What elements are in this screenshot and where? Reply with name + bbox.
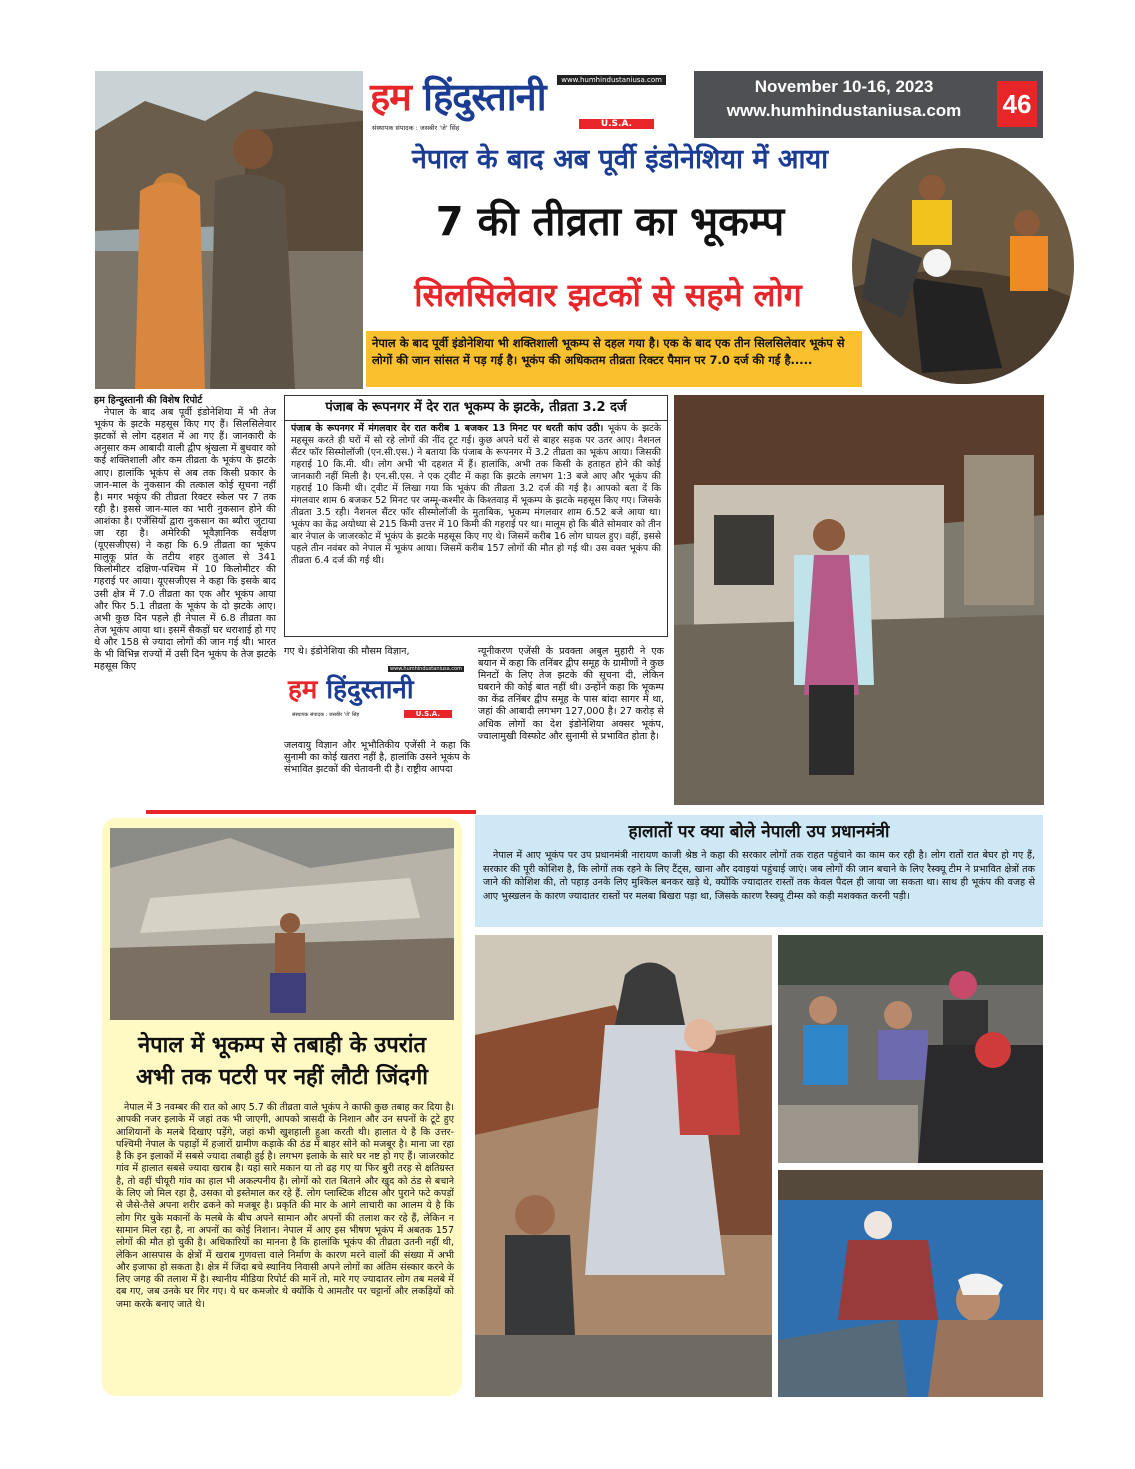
- deputy-pm-title: हालातों पर क्या बोले नेपाली उप प्रधानमंत्री: [628, 822, 890, 842]
- punjab-lead: पंजाब के रूपनगर में मंगलवार देर रात करीब 1 बजकर 13 मिनट पर धरती कांप उठी।: [291, 423, 604, 434]
- section-divider: [146, 810, 476, 814]
- nepal-headline: नेपाल में भूकम्प से तबाही के उपरांत अभी तक पटरी पर नहीं लौटी जिंदगी: [136, 1033, 428, 1090]
- photo-injured-family: [778, 935, 1043, 1163]
- byline: हम हिन्दुस्तानी की विशेष रिपोर्ट: [94, 395, 203, 406]
- inline-logo-usa: U.S.A.: [404, 710, 452, 718]
- logo-tagline: संस्थापक संपादक : जसबीर 'जे' सिंह: [372, 124, 460, 132]
- main-story-col1-text: नेपाल के बाद अब पूर्वी इंडोनेशिया में भी तेज भूकंप के झटके महसूस किए गए हैं। सिलसिलेवार झटकों से लोग दहशत में आ गए हैं। जानकारी के अनुसार कम आबादी वाली द्वीप श्रृंखला में बुधवार को कई शक्तिशाली और कम तीव्रता के भूकंप के झटके आए। हालांकि भूकंप से अब तक किसी प्रकार के जान-माल के नुकसान की तत्काल कोई सूचना नहीं है। मगर भकूंप की तीव्रता रिक्टर स्केल पर 7 तक रही है। इससे जान-माल का भारी नुकसान होने की आशंका है। एजेंसियों द्वारा नुकसान का ब्यौरा जुटाया जा रहा है। अमेरिकी भूवैज्ञानिक सर्वेक्षण (यूएसजीएस) ने कहा कि 6.9 तीव्रता का भूकंप मालुकू प्रांत के तटीय शहर तुआल से 341 किलोमीटर दक्षिण-पश्चिम में 10 किलोमीटर की गहराई पर आया। यूएसजीएस ने कहा कि इसके बाद उसी क्षेत्र में 7.0 तीव्रता का एक और भूकंप आया और फिर 5.1 तीव्रता के भूकंप के दो झटके आए। अभी कुछ दिन पहले ही नेपाल में 6.8 तीव्रता का तेज भूकंप आया था। इसमें सैकड़ों घर धराशाई हो गए थे और 158 से ज्यादा लोगों की जान गई थी। भारत के भी विभिन्न राज्यों में उसी दिन भूकंप के तेज झटके महसूस किए: [94, 407, 277, 673]
- header-website[interactable]: www.humhindustaniusa.com: [726, 101, 962, 120]
- punjab-body: भूकंप के झटके महसूस करते ही घरों में सो रहे लोगों की नींद टूट गई। कुछ अपने घरों से बाहर सड़क पर उतर आए। नैशनल सैंटर फॉर सिस्मोलॉजी (एन.सी.एस.) ने बताया कि पंजाब के रूपनगर में 3.2 तीव्रता का भूकंप आया। जिसकी गहराई 10 कि.मी. थी। लोग अभी भी दहशत में हैं। हालांकि, अभी तक किसी के हताहत होने की कोई जानकारी नहीं मिली है। एन.सी.एस. ने एक ट्वीट में कहा कि झटके लगभग 1:3 बजे आए और भूकंप की गहराई 10 किमी थी। ट्वीट में लिखा गया कि भूकंप की तीव्रता 3.2 दर्ज की गई है। आपको बता दें कि मंगलवार शाम 6 बजकर 52 मिनट पर जम्मू-कश्मीर के किश्तवाड़ में भूकम्प के झटके महसूस किए गए। जिसके तीव्रता 3.5 रही। नैशनल सैंटर फॉर सीस्मोलॉजी के मुताबिक, भूकम्प मंगलवार शाम 6.52 बजे आया था। भूकंप का केंद्र अयोध्या से 215 किमी उत्तर में 10 किमी की गहराई पर था। मालूम हो कि बीते सोमवार को तीन बार नेपाल के जाजरकोट में भूकंप के झटके महसूस किए गए थे। जिसमें करीब 16 लोग घायल हुए। वहीं, इससे पहले तीन नवंबर को नेपाल में भूकंप आया। जिसमें करीब 157 लोगों की मौत हो गई थी। उस वक्त भूकंप की तीव्रता 6.4 दर्ज की गई थी।: [291, 423, 661, 566]
- photo-couple-ruins: [95, 71, 363, 389]
- inline-logo: [288, 666, 468, 726]
- logo-text: [370, 74, 546, 119]
- photo-mother-child: [475, 935, 772, 1397]
- punjab-box: [284, 395, 668, 637]
- logo-hindustani: हिंदुस्तानी: [423, 74, 546, 119]
- main-story-col2b: जलवायु विज्ञान और भूभौतिकीय एजेंसी ने कहा कि सुनामी का कोई खतरा नहीं है, हालांकि उसने भूकंप के संभावित झटकों की चेतावनी दी है। राष्ट्रीय आपदा: [284, 740, 470, 776]
- headline-line3: सिलसिलेवार झटकों से सहमे लोग: [414, 276, 802, 314]
- inline-logo-url: www.humhindustaniusa.com: [390, 666, 462, 672]
- photo-injured-elderly: [778, 1170, 1043, 1397]
- page-number: 46: [997, 81, 1037, 127]
- main-story-col3: न्यूनीकरण एजेंसी के प्रवक्ता अबुल मुहारी ने एक बयान में कहा कि तनिंबर द्वीप समूह के ग्रामीणों ने कुछ मिनटों के लिए तेज झटके की सूचना दी, लेकिन घबराने की कोई बात नहीं थी। उन्होंने कहा कि भूकम्प का केंद्र तनिंबर द्वीप समूह के पास बांदा सागर में था, जहां की आबादी लगभग 127,000 है। 27 करोड़ से अधिक लोगों का देश इंडोनेशिया अक्सर भूकंप, ज्वालामुखी विस्फोट और सुनामी से प्रभावित होता है।: [478, 646, 664, 742]
- issue-date: November 10-16, 2023: [754, 77, 934, 96]
- inline-logo-hum: हम: [288, 675, 318, 705]
- header-bar: [694, 71, 1043, 138]
- photo-collapsed-building: [110, 828, 454, 1020]
- photo-rescue-workers: [852, 148, 1074, 384]
- inline-logo-tag: संस्थापक संपादक : जसबीर 'जे' सिंह: [292, 712, 360, 718]
- deputy-pm-box: [475, 815, 1043, 927]
- logo-url: www.humhindustaniusa.com: [557, 75, 666, 85]
- punjab-box-title: पंजाब के रूपनगर में देर रात भूकम्प के झटके, तीव्रता 3.2 दर्ज: [285, 396, 667, 421]
- masthead-logo[interactable]: [364, 71, 694, 138]
- deputy-pm-body: नेपाल में आए भूकंप पर उप प्रधानमंत्री नारायण काजी श्रेष्ठ ने कहा की सरकार लोगों तक राहत पहुंचाने का काम कर रही है। लोग रातों रात बेघर हो गए हैं, सरकार की पूरी कोशिश है, कि लोगों तक रहने के लिए टैंट्स, खाना और दवाइयां पहुंचाई जाएं। जब लोगों की जान बचाने के लिए रैस्क्यू टीम ने प्रभावित क्षेत्रों तक जाने की कोशिश की, तो पहाड़ उनके लिए मुश्किल बनकर खड़े थे, क्योंकि ज्यादातर रास्तों तक केवल पैदल ही जाया जा सकता था। साथ ही भूकंप की वजह से आए भुस्खलन के कारण ज्यादातर रास्तों पर मलबा बिखरा पड़ा था, जिसके कारण रैस्क्यू टीम्स को कड़ी मशक्कत करनी पड़ी।: [483, 850, 1035, 902]
- logo-hum: हम: [370, 74, 411, 119]
- photo-man-in-rubble: [674, 395, 1044, 805]
- headline-line2: 7 की तीव्रता का भूकम्प: [435, 199, 785, 245]
- lead-summary: नेपाल के बाद पूर्वी इंडोनेशिया भी शक्तिशाली भूकम्प से दहल गया है। एक के बाद एक तीन सिलसिलेवार भूकंप से लोगों की जान सांसत में पड़ गई है। भूकंप की अधिकतम तीव्रता रिक्टर पैमान पर 7.0 दर्ज की गई है.....: [366, 331, 862, 387]
- inline-logo-hind: हिंदुस्तानी: [326, 675, 414, 705]
- main-story-col2a: गए थे। इंडोनेशिया की मौसम विज्ञान,: [284, 646, 410, 657]
- main-story-col1: [94, 395, 276, 673]
- main-story-col2: [284, 646, 470, 658]
- nepal-story-body: नेपाल में 3 नवम्बर की रात को आए 5.7 की तीव्रता वाले भूकंप ने काफी कुछ तबाह कर दिया है। आपकी नजर इलाके में जहां तक भी जाएगी, आपको त्रासदी के निशान और उन सपनों के टूटे हुए आशियानों के मलबे दिखाए पड़ेंगे, जहां कभी खुशहाली हुआ करती थी। हालात ये है कि उत्तर-पश्चिमी नेपाल के पहाड़ों में हजारों ग्रामीण कड़ाके की ठंड में बाहर सोने को मजबूर है। माना जा रहा है कि इन इलाकों में सबसे ज्यादा तबाही हुई है। लगभग इलाके के सारे घर नष्ट हो गए हैं। जाजरकोट गांव में हालात सबसे ज्यादा खराब है। यहां सारे मकान या तो ढह गए या फिर बुरी तरह से क्षतिग्रस्त है, तो वहीं चीयूरी गांव का हाल भी अकल्पनीय है। लोगों को रात बिताने और खुद को ठंड से बचाने के लिए जो मिल रहा है, उसका वो इस्तेमाल कर रहे हैं. लोग प्लास्टिक शीटस और पुराने फटे कपड़ों से जैसे-तैसे अपना शरीर ढकने को मजबूर है। प्रकृति की मार के आगे लाचारी का आलम ये है कि लोग गिर चुके मकानों के मलबे के बीच अपने सामान और अपनों की तलाश कर रहे हैं, लेकिन न सामान मिल रहा है, ना अपनों का कोई निशान। नेपाल में आए इस भीषण भूकंप में अबतक 157 लोगों की मौत हो चुकी है। अधिकारियों का मानना है कि हालांकि भूकंप की तीव्रता उतनी नहीं थी, लेकिन आसपास के क्षेत्रों में खराब गुणवत्ता वाले निर्माण के कारण मरने वालों की संख्या में अभी और इजाफा हो सकता है। क्षेत्र में जिंदा बचे स्थानिय निवासी अपने लोगों का अंतिम संस्कार करने के लिए जगह की तलाश में है। स्थानीय मीडिया रिपोर्ट की मानें तो, मारे गए ज्यादातर लोग तब मलबे में दब गए, जब उनके घर गिर गए। ये घर कमजोर थे क्योंकि ये आमतौर पर चट्टानों और लकड़ियों को जमा करके बनाए जाते थे।: [116, 1102, 454, 1310]
- headline-line1: नेपाल के बाद अब पूर्वी इंडोनेशिया में आया: [411, 144, 829, 175]
- logo-usa: U.S.A.: [579, 119, 654, 129]
